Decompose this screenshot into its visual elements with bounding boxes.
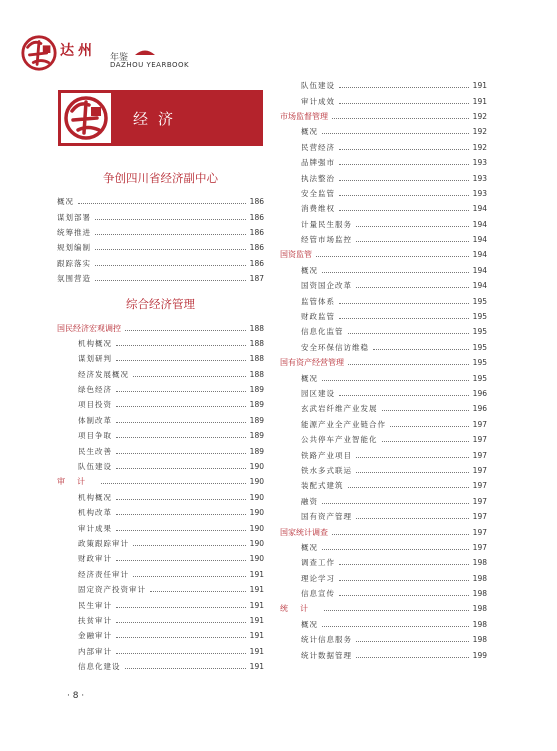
dot-leader xyxy=(339,395,469,396)
toc-entry-row xyxy=(57,382,264,397)
dot-leader xyxy=(116,437,246,438)
toc-entry-label: 政策跟踪审计 xyxy=(78,539,129,548)
dot-leader xyxy=(116,622,246,623)
chapter-title: 经济 xyxy=(133,110,184,128)
toc-entry-row xyxy=(280,278,487,293)
dot-leader xyxy=(133,576,246,577)
toc-entry-row xyxy=(280,447,487,462)
toc-entry-row xyxy=(280,340,487,355)
dot-leader xyxy=(116,530,246,531)
toc-page-number: 198 xyxy=(472,558,487,568)
toc-page-number: 191 xyxy=(472,81,487,91)
toc-page-number: 194 xyxy=(472,265,487,275)
toc-page-number: 194 xyxy=(472,219,487,229)
toc-page-number: 186 xyxy=(249,212,264,222)
toc-page-number: 192 xyxy=(472,127,487,137)
toc-entry-row xyxy=(57,551,264,566)
toc-page-number: 191 xyxy=(249,646,264,656)
dot-leader xyxy=(339,180,469,181)
dot-leader xyxy=(116,653,246,654)
toc-entry-label: 财政监管 xyxy=(301,312,335,322)
dot-leader xyxy=(116,406,246,407)
dot-leader xyxy=(116,345,246,346)
section-title: 争创四川省经济副中心 xyxy=(103,171,218,185)
toc-page-number: 186 xyxy=(249,197,264,207)
toc-entry-label: 装配式建筑 xyxy=(301,481,344,491)
toc-entry-label: 项目投资 xyxy=(78,400,112,410)
dot-leader xyxy=(356,641,469,642)
toc-page-number: 190 xyxy=(249,492,264,502)
toc-entry-row xyxy=(57,644,264,659)
toc-entry-label: 品牌强市 xyxy=(301,158,335,168)
toc-entry-row xyxy=(280,324,487,339)
toc-entry-row xyxy=(280,540,487,555)
toc-entry-row xyxy=(280,555,487,570)
toc-page-number: 191 xyxy=(472,96,487,106)
toc-page-number: 195 xyxy=(472,296,487,306)
dot-leader xyxy=(356,226,469,227)
toc-entry-row xyxy=(57,351,264,366)
toc-entry-label: 统计 xyxy=(280,604,320,614)
dot-leader xyxy=(133,545,246,546)
toc-entry-row xyxy=(280,463,487,478)
toc-entry-label: 项目争取 xyxy=(78,431,112,441)
toc-entry-label: 安全环保信访维稳 xyxy=(301,342,369,352)
toc-page-number: 197 xyxy=(472,481,487,491)
toc-entry-row xyxy=(280,401,487,416)
dot-leader xyxy=(339,595,469,596)
toc-page-number: 190 xyxy=(249,539,264,548)
toc-entry-row xyxy=(57,271,264,286)
dot-leader xyxy=(316,256,469,257)
toc-entry-row xyxy=(57,209,264,224)
toc-heading-row xyxy=(280,355,487,370)
toc-page-number: 197 xyxy=(472,512,487,522)
dot-leader xyxy=(348,487,469,488)
dot-leader xyxy=(322,380,469,381)
toc-page-number: 198 xyxy=(472,604,487,614)
roof-ornament-icon xyxy=(135,48,155,56)
dot-leader xyxy=(116,514,246,515)
dot-leader xyxy=(356,472,469,473)
dot-leader xyxy=(101,483,246,484)
toc-page-number: 193 xyxy=(472,173,487,183)
dot-leader xyxy=(322,626,469,627)
toc-page-number: 195 xyxy=(472,373,487,383)
toc-entry-label: 融资 xyxy=(301,496,318,506)
dot-leader xyxy=(348,364,469,365)
toc-entry-label: 财政审计 xyxy=(78,554,112,564)
toc-entry-row xyxy=(280,478,487,493)
toc-heading-row xyxy=(280,601,487,616)
toc-entry-row xyxy=(280,217,487,232)
toc-entry-label: 信息化监管 xyxy=(301,327,344,337)
toc-entry-row xyxy=(280,293,487,308)
dot-leader xyxy=(356,518,469,519)
toc-entry-label: 体制改革 xyxy=(78,415,112,425)
toc-entry-row xyxy=(280,186,487,201)
dot-leader xyxy=(150,591,246,592)
toc-entry-label: 经济发展概况 xyxy=(78,369,129,379)
brand-name: 达州 xyxy=(60,43,96,59)
toc-entry-label: 机构概况 xyxy=(78,492,112,502)
toc-page-number: 198 xyxy=(472,619,487,629)
toc-entry-row xyxy=(280,78,487,93)
toc-entry-row xyxy=(57,428,264,443)
toc-entry-label: 国民经济宏观调控 xyxy=(57,323,121,333)
toc-page-number: 189 xyxy=(249,446,264,456)
toc-page-number: 195 xyxy=(472,312,487,322)
section-list xyxy=(57,194,264,286)
toc-page-number: 188 xyxy=(249,323,264,333)
toc-entry-row xyxy=(280,155,487,170)
toc-entry-label: 队伍建设 xyxy=(78,462,112,472)
toc-entry-label: 谋划研判 xyxy=(78,354,112,364)
toc-entry-label: 市场监督管理 xyxy=(280,111,328,121)
dot-leader xyxy=(373,349,469,350)
toc-entry-label: 消费维权 xyxy=(301,204,335,214)
page-header xyxy=(20,22,300,82)
toc-page-number: 191 xyxy=(249,662,264,672)
toc-page-number: 197 xyxy=(472,496,487,506)
toc-page-number: 191 xyxy=(249,585,264,595)
dot-leader xyxy=(339,210,469,211)
toc-page-number: 186 xyxy=(249,258,264,268)
dot-leader xyxy=(356,287,469,288)
yearbook-label: 年鉴 xyxy=(110,53,129,63)
dot-leader xyxy=(95,280,246,281)
toc-page-number: 188 xyxy=(249,338,264,348)
toc-page-number: 197 xyxy=(472,527,487,537)
toc-entry-label: 国有资产经营管理 xyxy=(280,358,344,368)
toc-entry-row xyxy=(280,124,487,139)
toc-entry-label: 统筹推进 xyxy=(57,227,91,237)
toc-entry-row xyxy=(280,417,487,432)
toc-entry-row xyxy=(57,613,264,628)
dot-leader xyxy=(116,637,246,638)
toc-page-number: 189 xyxy=(249,400,264,410)
toc-entry-row xyxy=(280,170,487,185)
toc-page-number: 192 xyxy=(472,111,487,121)
toc-page-number: 190 xyxy=(249,508,264,518)
dot-leader xyxy=(95,234,246,235)
section-title: 综合经济管理 xyxy=(126,297,195,312)
toc-heading-row xyxy=(280,524,487,539)
toc-page-number: 194 xyxy=(472,281,487,291)
toc-page-number: 197 xyxy=(472,465,487,475)
toc-entry-label: 经济责任审计 xyxy=(78,569,129,579)
toc-entry-label: 安全监管 xyxy=(301,188,335,198)
dot-leader xyxy=(116,360,246,361)
toc-heading-row xyxy=(57,320,264,335)
dot-leader xyxy=(116,453,246,454)
dot-leader xyxy=(390,426,469,427)
toc-entry-row xyxy=(57,443,264,458)
dot-leader xyxy=(348,333,469,334)
toc-entry-label: 概况 xyxy=(301,373,318,383)
dot-leader xyxy=(339,564,469,565)
toc-page-number: 198 xyxy=(472,573,487,583)
toc-entry-row xyxy=(280,263,487,278)
toc-entry-label: 统计信息服务 xyxy=(301,635,352,645)
dot-leader xyxy=(116,607,246,608)
dot-leader xyxy=(125,668,246,669)
toc-entry-label: 谋划部署 xyxy=(57,212,91,222)
toc-entry-label: 绿色经济 xyxy=(78,385,112,395)
toc-entry-label: 民生审计 xyxy=(78,600,112,610)
toc-page-number: 198 xyxy=(472,635,487,645)
dot-leader xyxy=(356,241,469,242)
dot-leader xyxy=(78,203,246,204)
yearbook-english: DAZHOU YEARBOOK xyxy=(110,61,190,69)
toc-entry-label: 民生改善 xyxy=(78,446,112,456)
toc-entry-row xyxy=(57,413,264,428)
toc-entry-label: 审计成效 xyxy=(301,96,335,106)
toc-entry-label: 铁路产业项目 xyxy=(301,450,352,460)
toc-entry-label: 氛围营造 xyxy=(57,274,91,284)
chapter-logo-icon xyxy=(61,93,111,143)
toc-page-number: 195 xyxy=(472,327,487,337)
dot-leader xyxy=(339,149,469,150)
toc-entry-row xyxy=(57,490,264,505)
toc-page-number: 194 xyxy=(472,235,487,245)
dot-leader xyxy=(116,499,246,500)
toc-entry-row xyxy=(57,505,264,520)
dot-leader xyxy=(324,610,469,611)
toc-entry-row xyxy=(57,256,264,271)
toc-right-column xyxy=(280,78,487,663)
toc-heading-row xyxy=(280,247,487,262)
toc-page-number: 195 xyxy=(472,342,487,352)
toc-entry-row xyxy=(57,536,264,551)
toc-entry-label: 信息化建设 xyxy=(78,662,121,672)
dot-leader xyxy=(133,376,246,377)
toc-entry-row xyxy=(57,567,264,582)
toc-left-column xyxy=(57,164,264,674)
toc-entry-label: 概况 xyxy=(301,542,318,552)
toc-page-number: 189 xyxy=(249,415,264,425)
toc-entry-row xyxy=(280,617,487,632)
toc-page-number: 190 xyxy=(249,554,264,564)
dot-leader xyxy=(322,549,469,550)
toc-entry-row xyxy=(280,509,487,524)
toc-entry-row xyxy=(57,194,264,209)
dot-leader xyxy=(339,164,469,165)
toc-entry-label: 金融审计 xyxy=(78,631,112,641)
dot-leader xyxy=(116,422,246,423)
chapter-banner xyxy=(58,90,263,146)
dot-leader xyxy=(125,330,246,331)
dot-leader xyxy=(322,503,469,504)
toc-page-number: 190 xyxy=(249,462,264,472)
toc-entry-label: 跟踪落实 xyxy=(57,258,91,268)
toc-page-number: 191 xyxy=(249,569,264,579)
toc-entry-label: 玄武岩纤维产业发展 xyxy=(301,404,378,414)
toc-page-number: 188 xyxy=(249,354,264,364)
toc-page-number: 194 xyxy=(472,250,487,260)
toc-page-number: 193 xyxy=(472,188,487,198)
toc-entry-label: 国资国企改革 xyxy=(301,281,352,291)
dot-leader xyxy=(116,391,246,392)
dot-leader xyxy=(356,457,469,458)
toc-entry-row xyxy=(57,520,264,535)
toc-entry-label: 国资监管 xyxy=(280,250,312,260)
page-number: · 8 · xyxy=(67,691,85,701)
toc-page-number: 194 xyxy=(472,204,487,214)
toc-heading-row xyxy=(57,474,264,489)
toc-entry-label: 铁水多式联运 xyxy=(301,465,352,475)
toc-page-number: 190 xyxy=(249,477,264,487)
toc-page-number: 197 xyxy=(472,435,487,445)
dot-leader xyxy=(95,265,246,266)
toc-entry-label: 统计数据管理 xyxy=(301,650,352,660)
toc-page-number: 197 xyxy=(472,419,487,429)
toc-page-number: 193 xyxy=(472,158,487,168)
toc-entry-label: 公共停车产业智能化 xyxy=(301,435,378,445)
toc-entry-label: 信息宣传 xyxy=(301,589,335,599)
dot-leader xyxy=(339,303,469,304)
toc-entry-label: 队伍建设 xyxy=(301,81,335,91)
toc-entry-label: 审计成果 xyxy=(78,523,112,533)
toc-entry-label: 能源产业全产业链合作 xyxy=(301,419,386,429)
toc-entry-label: 理论学习 xyxy=(301,573,335,583)
toc-page-number: 192 xyxy=(472,142,487,152)
dot-leader xyxy=(116,560,246,561)
dot-leader xyxy=(332,118,469,119)
toc-entry-row xyxy=(280,647,487,662)
toc-entry-row xyxy=(57,397,264,412)
toc-entry-row xyxy=(57,459,264,474)
section-list xyxy=(280,78,487,663)
toc-entry-row xyxy=(280,586,487,601)
toc-entry-row xyxy=(57,659,264,674)
toc-entry-row xyxy=(280,494,487,509)
dot-leader xyxy=(382,441,469,442)
toc-entry-label: 执法整治 xyxy=(301,173,335,183)
toc-page-number: 191 xyxy=(249,631,264,641)
toc-page-number: 189 xyxy=(249,385,264,395)
dot-leader xyxy=(339,195,469,196)
toc-heading-row xyxy=(280,109,487,124)
toc-page-number: 197 xyxy=(472,542,487,552)
toc-entry-row xyxy=(57,240,264,255)
dot-leader xyxy=(339,103,469,104)
toc-entry-label: 扶贫审计 xyxy=(78,615,112,625)
toc-entry-row xyxy=(57,225,264,240)
toc-page-number: 199 xyxy=(472,650,487,660)
toc-entry-row xyxy=(280,632,487,647)
toc-entry-row xyxy=(280,432,487,447)
toc-page-number: 196 xyxy=(472,389,487,398)
toc-entry-label: 概况 xyxy=(57,197,74,207)
dot-leader xyxy=(356,657,469,658)
toc-entry-row xyxy=(280,370,487,385)
toc-page-number: 196 xyxy=(472,404,487,414)
toc-entry-label: 机构改革 xyxy=(78,508,112,518)
dot-leader xyxy=(339,87,469,88)
toc-entry-label: 国家统计调查 xyxy=(280,527,328,537)
toc-page-number: 188 xyxy=(249,369,264,379)
dot-leader xyxy=(382,410,469,411)
toc-entry-label: 概况 xyxy=(301,619,318,629)
toc-entry-label: 监管体系 xyxy=(301,296,335,306)
toc-page-number: 186 xyxy=(249,243,264,253)
dot-leader xyxy=(339,580,469,581)
toc-page-number: 187 xyxy=(249,274,264,284)
toc-entry-row xyxy=(280,232,487,247)
toc-page-number: 197 xyxy=(472,450,487,460)
toc-entry-row xyxy=(280,201,487,216)
dazhou-logo-icon xyxy=(20,34,58,72)
toc-page-number: 191 xyxy=(249,615,264,625)
toc-page-number: 195 xyxy=(472,358,487,368)
dot-leader xyxy=(322,133,469,134)
toc-entry-row xyxy=(280,140,487,155)
dot-leader xyxy=(322,272,469,273)
toc-entry-label: 机构概况 xyxy=(78,338,112,348)
toc-entry-row xyxy=(57,367,264,382)
toc-page-number: 189 xyxy=(249,431,264,441)
toc-entry-row xyxy=(280,309,487,324)
toc-entry-row xyxy=(57,628,264,643)
toc-entry-label: 内部审计 xyxy=(78,646,112,656)
toc-entry-row xyxy=(57,582,264,597)
toc-entry-label: 国有资产管理 xyxy=(301,512,352,522)
toc-entry-label: 调查工作 xyxy=(301,558,335,568)
toc-entry-row xyxy=(57,336,264,351)
toc-entry-label: 审计 xyxy=(57,477,97,487)
section-list xyxy=(57,320,264,674)
dot-leader xyxy=(116,468,246,469)
toc-entry-label: 经管市场监控 xyxy=(301,235,352,245)
toc-entry-label: 园区建设 xyxy=(301,389,335,398)
toc-entry-label: 固定资产投资审计 xyxy=(78,585,146,595)
toc-entry-row xyxy=(280,93,487,108)
toc-entry-label: 民营经济 xyxy=(301,142,335,152)
dot-leader xyxy=(339,318,469,319)
toc-page-number: 190 xyxy=(249,523,264,533)
toc-page-number: 191 xyxy=(249,600,264,610)
dot-leader xyxy=(332,534,469,535)
toc-entry-label: 概况 xyxy=(301,265,318,275)
toc-entry-label: 概况 xyxy=(301,127,318,137)
toc-entry-label: 计量民生服务 xyxy=(301,219,352,229)
toc-entry-row xyxy=(280,386,487,401)
toc-entry-row xyxy=(280,571,487,586)
dot-leader xyxy=(95,249,246,250)
dot-leader xyxy=(95,219,246,220)
toc-page-number: 186 xyxy=(249,227,264,237)
toc-entry-row xyxy=(57,597,264,612)
toc-page-number: 198 xyxy=(472,589,487,599)
toc-entry-label: 规划编制 xyxy=(57,243,91,253)
